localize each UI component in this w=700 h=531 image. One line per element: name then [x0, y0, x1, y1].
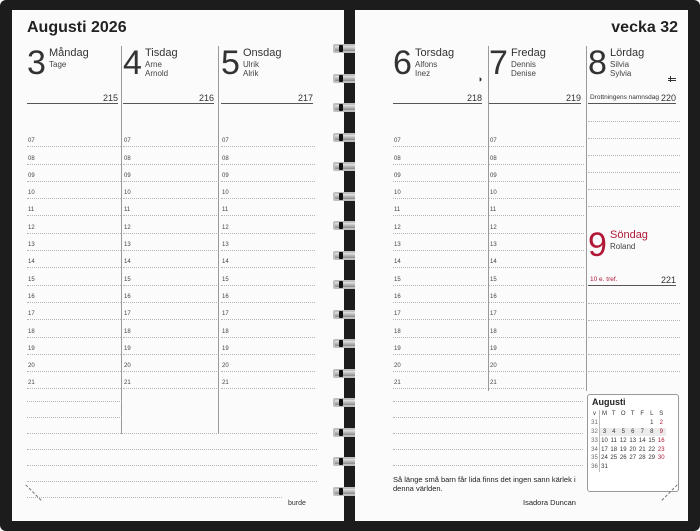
mini-calendar-header: S — [659, 411, 664, 418]
hour-label: 12 — [394, 224, 401, 231]
mini-calendar-day[interactable]: 10 — [601, 437, 608, 444]
hour-label: 13 — [394, 242, 401, 249]
hour-label: 17 — [124, 311, 131, 318]
hour-label: 09 — [124, 172, 131, 179]
hour-slot[interactable] — [221, 130, 315, 147]
day-number: 5 — [221, 44, 240, 82]
hour-label: 07 — [28, 138, 35, 145]
mini-calendar-week: 33 — [591, 437, 598, 444]
hour-label: 08 — [222, 155, 229, 162]
mini-calendar-day[interactable]: 3 — [600, 428, 610, 437]
hour-slot[interactable] — [221, 251, 315, 268]
ruled-line — [588, 337, 680, 338]
day-sunday[interactable] — [588, 228, 680, 300]
column-divider — [586, 46, 587, 391]
day-divider-line — [588, 285, 676, 286]
hour-label: 18 — [222, 328, 229, 335]
mini-calendar-header: F — [640, 411, 645, 418]
quote-author: Isadora Duncan — [523, 498, 576, 507]
mini-calendar-day[interactable] — [619, 419, 629, 428]
day-name: Måndag — [49, 47, 89, 59]
hour-slot[interactable] — [489, 372, 584, 389]
hour-label: 11 — [222, 207, 229, 214]
hour-label: 14 — [394, 259, 401, 266]
mini-calendar-day[interactable] — [609, 463, 619, 472]
day-saturday[interactable] — [588, 46, 680, 118]
hour-label: 09 — [394, 172, 401, 179]
day-divider-line — [27, 103, 118, 104]
day-note: 10 e. tref. — [590, 276, 618, 283]
day-divider-line — [393, 103, 482, 104]
column-divider — [121, 46, 122, 434]
hour-label: 12 — [222, 224, 229, 231]
hour-label: 11 — [28, 207, 35, 214]
hour-slot[interactable] — [221, 182, 315, 199]
mini-calendar-day[interactable]: 13 — [629, 437, 637, 444]
hour-slot[interactable] — [393, 147, 486, 164]
hour-label: 08 — [394, 155, 401, 162]
day-monday[interactable] — [27, 46, 122, 118]
mini-calendar-day[interactable]: 2 — [659, 420, 663, 427]
ruled-line — [393, 433, 583, 434]
hour-label: 11 — [490, 207, 497, 214]
hour-slot[interactable] — [27, 372, 121, 389]
hour-slot[interactable] — [123, 372, 217, 389]
day-divider-line — [123, 103, 214, 104]
day-name: Söndag — [610, 229, 648, 241]
hour-label: 21 — [222, 380, 229, 387]
hour-label: 19 — [490, 345, 497, 352]
day-tuesday[interactable] — [123, 46, 218, 118]
hour-slot[interactable] — [393, 338, 486, 355]
day-divider-line — [221, 103, 313, 104]
hour-label: 20 — [28, 363, 35, 370]
hour-slot[interactable] — [123, 286, 217, 303]
hour-label: 13 — [222, 242, 229, 249]
hour-slot[interactable] — [221, 234, 315, 251]
mini-calendar-header: v — [590, 410, 600, 419]
hour-slot[interactable] — [27, 268, 121, 285]
mini-calendar-day[interactable]: 8 — [647, 428, 657, 437]
hour-slot[interactable] — [221, 268, 315, 285]
hour-slot[interactable] — [221, 372, 315, 389]
column-divider — [218, 46, 219, 434]
hour-slot[interactable] — [123, 251, 217, 268]
ruled-line — [588, 172, 680, 173]
hour-label: 13 — [490, 242, 497, 249]
ruled-line — [588, 138, 680, 139]
hour-slot[interactable] — [489, 320, 584, 337]
mini-calendar-week: 31 — [591, 420, 598, 427]
ruled-line — [27, 465, 317, 466]
day-number: 6 — [393, 44, 412, 82]
hour-slot[interactable] — [123, 199, 217, 216]
hour-slot[interactable] — [489, 286, 584, 303]
mini-calendar-day[interactable] — [609, 419, 619, 428]
ruled-line — [27, 497, 282, 498]
ruled-line — [27, 433, 317, 434]
mini-calendar-day[interactable]: 23 — [657, 446, 665, 453]
hour-label: 16 — [490, 293, 497, 300]
hour-label: 19 — [394, 345, 401, 352]
ruled-line — [393, 417, 583, 418]
hour-label: 15 — [124, 276, 131, 283]
right-page — [355, 10, 688, 521]
day-of-year: 218 — [466, 93, 482, 103]
hour-label: 14 — [222, 259, 229, 266]
moon-phase-icon: ◑ — [477, 74, 483, 84]
mini-calendar-day[interactable]: 7 — [638, 428, 648, 437]
mini-calendar-day[interactable]: 15 — [648, 437, 656, 444]
hour-label: 17 — [222, 311, 229, 318]
hour-slot[interactable] — [123, 182, 217, 199]
hour-label: 19 — [124, 345, 131, 352]
hour-slot[interactable] — [393, 130, 486, 147]
hour-label: 15 — [28, 276, 35, 283]
day-name: Fredag — [511, 47, 546, 59]
hour-label: 21 — [394, 380, 401, 387]
hour-label: 11 — [124, 207, 131, 214]
day-note: Drottningens namnsdag — [590, 94, 660, 101]
hour-label: 18 — [124, 328, 131, 335]
hour-label: 16 — [394, 293, 401, 300]
day-number: 3 — [27, 44, 46, 82]
hour-slot[interactable] — [27, 303, 121, 320]
hour-slot[interactable] — [393, 355, 486, 372]
week-number: vecka 32 — [611, 19, 678, 36]
hour-label: 20 — [490, 363, 497, 370]
hour-slot[interactable] — [221, 338, 315, 355]
hour-slot[interactable] — [221, 355, 315, 372]
mini-calendar-day[interactable] — [657, 463, 667, 472]
month-title: Augusti 2026 — [27, 19, 127, 36]
quote-text: Så länge små barn får lida finns det ingen sann kärlek i denna världen. — [393, 475, 576, 493]
hour-slot[interactable] — [27, 338, 121, 355]
hour-slot[interactable] — [489, 147, 584, 164]
mini-calendar-day[interactable]: 26 — [619, 455, 627, 462]
mini-calendar-week: 35 — [591, 455, 598, 462]
day-name: Lördag — [610, 47, 645, 59]
hour-slot[interactable] — [221, 320, 315, 337]
day-name: Torsdag — [415, 47, 455, 59]
mini-calendar-day[interactable]: 31 — [601, 464, 608, 471]
hour-slot[interactable] — [489, 303, 584, 320]
mini-calendar-day[interactable] — [628, 463, 638, 472]
hour-slot[interactable] — [27, 199, 121, 216]
name-day-names: Arne Arnold — [145, 60, 169, 78]
hour-slot[interactable] — [393, 320, 486, 337]
hour-label: 10 — [28, 190, 35, 197]
mini-calendar-day[interactable]: 29 — [648, 455, 656, 462]
mini-calendar-day[interactable]: 30 — [657, 455, 665, 462]
hour-slot[interactable] — [393, 251, 486, 268]
mini-calendar-day[interactable] — [600, 419, 610, 428]
hour-slot[interactable] — [221, 147, 315, 164]
mini-calendar-header: L — [650, 411, 654, 418]
ruled-line — [588, 121, 680, 122]
hour-label: 19 — [28, 345, 35, 352]
hour-label: 21 — [490, 380, 497, 387]
ruled-line — [588, 320, 680, 321]
hour-label: 07 — [124, 138, 131, 145]
hour-slot[interactable] — [27, 182, 121, 199]
hour-label: 14 — [490, 259, 497, 266]
hour-label: 09 — [28, 172, 35, 179]
ruled-line — [588, 206, 680, 207]
hour-slot[interactable] — [489, 268, 584, 285]
hour-label: 13 — [124, 242, 131, 249]
mini-calendar-day[interactable]: 12 — [619, 437, 627, 444]
hour-label: 15 — [394, 276, 401, 283]
hour-slot[interactable] — [489, 234, 584, 251]
mini-calendar-day[interactable]: 17 — [601, 446, 608, 453]
hour-slot[interactable] — [221, 199, 315, 216]
day-number: 9 — [588, 226, 607, 264]
day-number: 4 — [123, 44, 142, 82]
mini-calendar-day[interactable]: 1 — [650, 420, 654, 427]
mini-calendar-week: 36 — [591, 464, 598, 471]
hour-label: 10 — [490, 190, 497, 197]
name-day-names: Tage — [49, 60, 67, 69]
hour-label: 21 — [124, 380, 131, 387]
mini-calendar-day[interactable]: 27 — [629, 455, 637, 462]
mini-calendar-day[interactable]: 25 — [610, 455, 618, 462]
hour-label: 11 — [394, 207, 401, 214]
mini-calendar-day[interactable]: 19 — [619, 446, 627, 453]
hour-label: 10 — [394, 190, 401, 197]
ruled-line — [393, 401, 583, 402]
ruled-line — [27, 449, 317, 450]
ruled-line — [588, 189, 680, 190]
hour-slot[interactable] — [489, 355, 584, 372]
hour-slot[interactable] — [393, 303, 486, 320]
hour-slot[interactable] — [123, 303, 217, 320]
ruled-line — [393, 465, 583, 466]
hour-label: 07 — [490, 138, 497, 145]
hour-slot[interactable] — [393, 372, 486, 389]
name-day-names: Alfons Inez — [415, 60, 438, 78]
hour-label: 21 — [28, 380, 35, 387]
name-day-names: Roland — [610, 242, 636, 251]
mini-calendar-day[interactable]: 22 — [648, 446, 656, 453]
mini-calendar — [587, 394, 679, 492]
hour-slot[interactable] — [393, 199, 486, 216]
hour-slot[interactable] — [393, 234, 486, 251]
hour-slot[interactable] — [489, 217, 584, 234]
mini-calendar-day[interactable] — [638, 463, 648, 472]
hour-slot[interactable] — [393, 268, 486, 285]
hour-slot[interactable] — [27, 355, 121, 372]
hour-label: 18 — [490, 328, 497, 335]
hour-label: 17 — [28, 311, 35, 318]
ruled-line — [588, 371, 680, 372]
mini-calendar-header: T — [611, 411, 616, 418]
mini-calendar-day[interactable]: 28 — [638, 455, 646, 462]
ruled-line — [27, 481, 317, 482]
hour-slot[interactable] — [123, 147, 217, 164]
corner-pocket — [10, 484, 41, 515]
hour-slot[interactable] — [221, 217, 315, 234]
hour-label: 08 — [124, 155, 131, 162]
ruled-line — [27, 401, 122, 402]
hour-slot[interactable] — [27, 147, 121, 164]
mini-calendar-day[interactable]: 24 — [601, 455, 608, 462]
hour-label: 09 — [490, 172, 497, 179]
ruled-line — [393, 449, 583, 450]
brand-logo: burde — [288, 500, 306, 507]
day-number: 7 — [489, 44, 508, 82]
left-page — [12, 10, 344, 521]
mini-calendar-day[interactable]: 5 — [619, 428, 629, 437]
day-of-year: 215 — [102, 93, 118, 103]
hour-label: 16 — [28, 293, 35, 300]
day-divider-line — [489, 103, 581, 104]
day-friday[interactable] — [489, 46, 585, 118]
mini-calendar-day[interactable]: 6 — [628, 428, 638, 437]
hour-label: 19 — [222, 345, 229, 352]
hour-slot[interactable] — [489, 165, 584, 182]
hour-slot[interactable] — [393, 217, 486, 234]
hour-label: 09 — [222, 172, 229, 179]
hour-label: 12 — [28, 224, 35, 231]
mini-calendar-title: Augusti — [592, 397, 626, 407]
mini-calendar-day[interactable] — [619, 463, 629, 472]
hour-slot[interactable] — [123, 268, 217, 285]
day-number: 8 — [588, 44, 607, 82]
mini-calendar-header: O — [620, 411, 626, 418]
hour-slot[interactable] — [123, 234, 217, 251]
hour-label: 15 — [222, 276, 229, 283]
mini-calendar-day[interactable]: 9 — [657, 428, 667, 437]
swedish-flag-icon — [668, 76, 676, 82]
hour-slot[interactable] — [123, 130, 217, 147]
hour-label: 07 — [394, 138, 401, 145]
hour-label: 08 — [28, 155, 35, 162]
hour-label: 07 — [222, 138, 229, 145]
mini-calendar-day[interactable]: 16 — [657, 437, 665, 444]
hour-slot[interactable] — [393, 182, 486, 199]
mini-calendar-day[interactable]: 4 — [609, 428, 619, 437]
hour-slot[interactable] — [27, 320, 121, 337]
hour-label: 18 — [28, 328, 35, 335]
hour-slot[interactable] — [221, 303, 315, 320]
day-wednesday[interactable] — [221, 46, 317, 118]
hour-slot[interactable] — [123, 338, 217, 355]
hour-label: 17 — [394, 311, 401, 318]
hour-slot[interactable] — [221, 286, 315, 303]
hour-slot[interactable] — [489, 338, 584, 355]
hour-slot[interactable] — [27, 165, 121, 182]
day-name: Tisdag — [145, 47, 178, 59]
hour-slot[interactable] — [393, 286, 486, 303]
day-of-year: 216 — [198, 93, 214, 103]
hour-label: 14 — [28, 259, 35, 266]
hour-label: 16 — [222, 293, 229, 300]
mini-calendar-day[interactable] — [638, 419, 648, 428]
hour-slot[interactable] — [27, 234, 121, 251]
hour-label: 10 — [124, 190, 131, 197]
mini-calendar-grid — [590, 410, 666, 472]
hour-label: 14 — [124, 259, 131, 266]
day-divider-line — [588, 103, 676, 104]
hour-label: 12 — [124, 224, 131, 231]
hour-slot[interactable] — [489, 251, 584, 268]
day-of-year: 220 — [660, 93, 676, 103]
day-thursday[interactable] — [393, 46, 486, 118]
mini-calendar-day[interactable] — [628, 419, 638, 428]
day-of-year: 217 — [297, 93, 313, 103]
mini-calendar-day[interactable]: 21 — [638, 446, 646, 453]
mini-calendar-week: 32 — [591, 428, 598, 435]
hour-slot[interactable] — [489, 182, 584, 199]
hour-slot[interactable] — [27, 251, 121, 268]
hour-slot[interactable] — [221, 165, 315, 182]
hour-label: 18 — [394, 328, 401, 335]
hour-slot[interactable] — [27, 217, 121, 234]
hour-label: 20 — [124, 363, 131, 370]
mini-calendar-day[interactable] — [647, 463, 657, 472]
hour-slot[interactable] — [489, 199, 584, 216]
day-name: Onsdag — [243, 47, 282, 59]
hour-slot[interactable] — [123, 217, 217, 234]
hour-slot[interactable] — [123, 165, 217, 182]
hour-label: 08 — [490, 155, 497, 162]
ruled-line — [27, 417, 122, 418]
hour-label: 15 — [490, 276, 497, 283]
hour-slot[interactable] — [123, 355, 217, 372]
mini-calendar-header: M — [602, 411, 607, 418]
hour-slot[interactable] — [27, 130, 121, 147]
hour-slot[interactable] — [123, 320, 217, 337]
hour-label: 17 — [490, 311, 497, 318]
mini-calendar-day[interactable]: 14 — [638, 437, 646, 444]
hour-label: 13 — [28, 242, 35, 249]
hour-label: 10 — [222, 190, 229, 197]
name-day-names: Dennis Denise — [511, 60, 536, 78]
mini-calendar-week: 34 — [591, 446, 598, 453]
name-day-names: Silvia Sylvia — [610, 60, 632, 78]
day-of-year: 219 — [565, 93, 581, 103]
mini-calendar-day[interactable]: 11 — [610, 437, 617, 444]
hour-label: 12 — [490, 224, 497, 231]
name-day-names: Ulrik Alrik — [243, 60, 259, 78]
day-of-year: 221 — [660, 275, 676, 285]
ruled-line — [588, 155, 680, 156]
hour-slot[interactable] — [393, 165, 486, 182]
ruled-line — [588, 354, 680, 355]
mini-calendar-header: T — [630, 411, 635, 418]
mini-calendar-day[interactable]: 18 — [610, 446, 618, 453]
hour-slot[interactable] — [489, 130, 584, 147]
hour-label: 20 — [222, 363, 229, 370]
hour-label: 16 — [124, 293, 131, 300]
ruled-line — [588, 303, 680, 304]
hour-label: 20 — [394, 363, 401, 370]
hour-slot[interactable] — [27, 286, 121, 303]
mini-calendar-day[interactable]: 20 — [629, 446, 637, 453]
